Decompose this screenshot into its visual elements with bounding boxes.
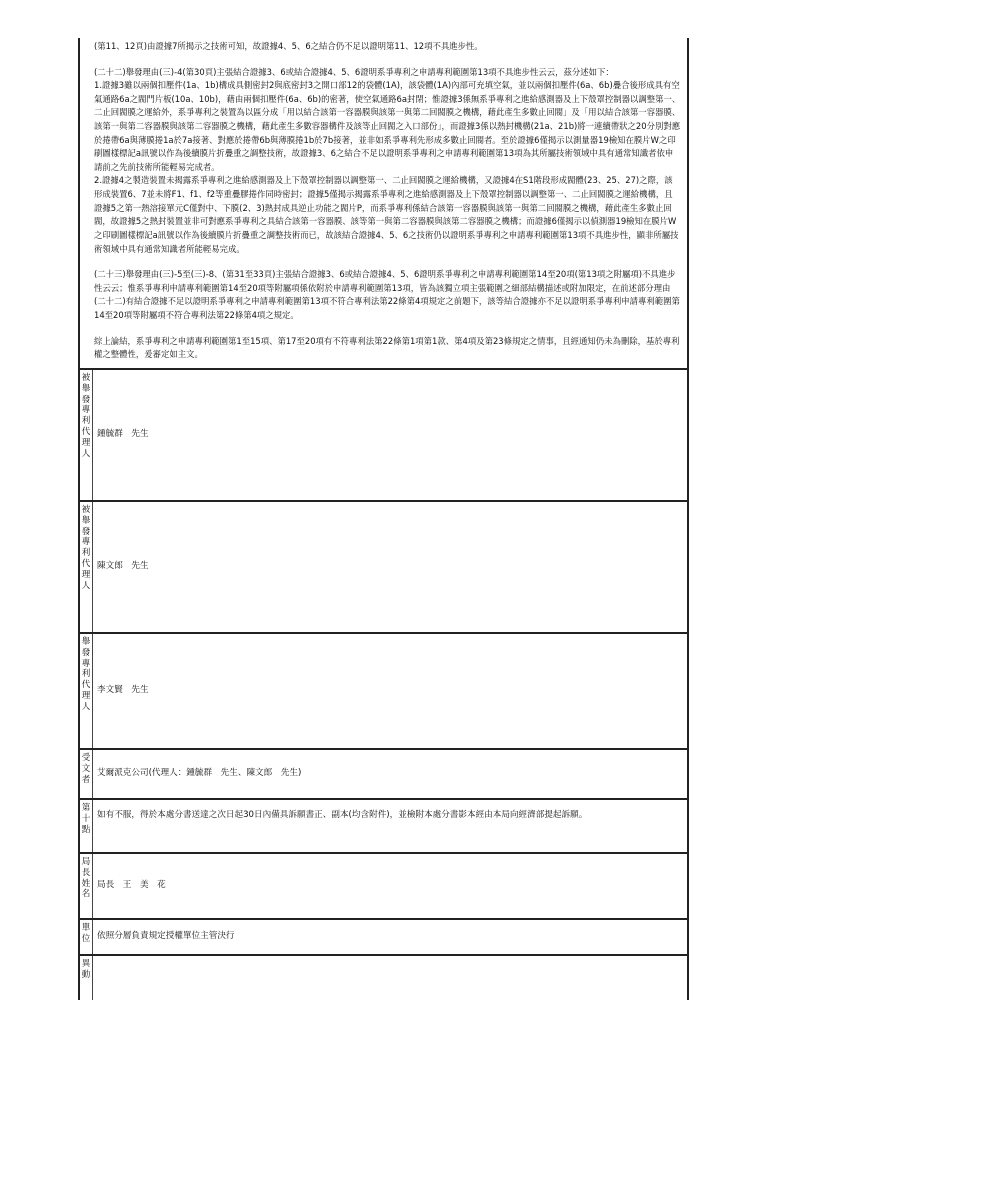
label-char: 者 — [81, 774, 91, 785]
paragraph: (二十二)舉發理由(三)-4(第30頁)主張結合證據3、6或結合證據4、5、6證明系爭專利之申請專利範圍第13項不具進步性云云，茲分述如下： — [94, 66, 614, 77]
label-char: 代 — [81, 559, 91, 570]
table-row — [80, 368, 687, 500]
decision-document — [78, 38, 689, 1000]
label-char: 位 — [81, 933, 91, 944]
label-char: 動 — [81, 969, 91, 980]
label-char: 利 — [81, 548, 91, 559]
paragraph: 綜上論結，系爭專利之申請專利範圍第1至15項、第17至20項有不符專利法第22條第1項第1款、第4項及第23條規定之情事，且經通知仍未為刪除，基於專利權之整體性，爰審定如主文。 — [94, 335, 680, 360]
label-char: 人 — [81, 580, 91, 591]
table-row — [80, 954, 687, 1000]
label-char: 局 — [81, 856, 91, 867]
table-row — [80, 852, 687, 918]
label-char: 姓 — [81, 878, 91, 889]
label-char: 異 — [81, 958, 91, 969]
row-label — [80, 634, 93, 748]
label-char: 舉 — [81, 515, 91, 526]
row-value: 依照分層負責規定授權單位主管決行 — [97, 931, 235, 942]
row-value: 陳文郎 先生 — [97, 561, 149, 572]
label-char: 名 — [81, 889, 91, 900]
row-label — [80, 502, 93, 632]
label-char: 人 — [81, 702, 91, 713]
table-row — [80, 632, 687, 748]
label-char: 理 — [81, 438, 91, 449]
label-char: 人 — [81, 448, 91, 459]
label-char: 第 — [81, 802, 91, 813]
label-char: 受 — [81, 752, 91, 763]
row-value: 如有不服，得於本處分書送達之次日起30日內備具訴願書正、副本(均含附件)，並檢附本處分書影本經由本局向經濟部提起訴願。 — [97, 809, 588, 820]
label-char: 代 — [81, 680, 91, 691]
table-row — [80, 500, 687, 632]
label-char: 專 — [81, 658, 91, 669]
label-char: 代 — [81, 427, 91, 438]
label-char: 發 — [81, 394, 91, 405]
row-value — [93, 956, 687, 1000]
table-row — [80, 748, 687, 798]
table-row — [80, 798, 687, 852]
label-char: 被 — [81, 504, 91, 515]
row-label — [80, 370, 93, 500]
label-char: 舉 — [81, 383, 91, 394]
row-value: 鍾毓群 先生 — [97, 429, 149, 440]
label-char: 點 — [81, 824, 91, 835]
label-char: 發 — [81, 647, 91, 658]
row-label — [80, 920, 93, 954]
row-value: 艾爾派克公司(代理人：鍾毓群 先生、陳文郎 先生) — [97, 768, 302, 779]
row-label — [80, 956, 93, 1000]
label-char: 專 — [81, 537, 91, 548]
label-char: 利 — [81, 669, 91, 680]
row-value: 局長 王 美 花 — [97, 880, 166, 891]
paragraph: (二十三)舉發理由(三)-5至(三)-8、(第31至33頁)主張結合證據3、6或結合證據4、5、6證明系爭專利之申請專利範圍第14至20項(第13項之附屬項)不具進步性云云；惟系爭專利申請專利範圍第14至20項等附屬項係依附於申請專利範圍第13項，皆為該獨立項主張範圍之細部結構描述或附加限定，在前述部分理由(二十二)有結合證據不足以證明系爭專利之申請專利範圍第13項不符合專利法第22條第4項規定之前題下，該等結合證據亦不足以證明系爭專利申請專利範圍第14至20項等附屬項不符合專利法第22條第4項之規定。 — [94, 269, 680, 320]
label-char: 被 — [81, 372, 91, 383]
label-char: 長 — [81, 867, 91, 878]
label-char: 十 — [81, 813, 91, 824]
row-label — [80, 800, 93, 852]
label-char: 利 — [81, 416, 91, 427]
paragraph: 1.證據3雖以兩個扣壓件(1a、1b)構成具側密封2與底密封3之開口部12的袋體(1A)，該袋體(1A)內部可充填空氣，並以兩個扣壓件(6a、6b)疊合後形成具有空氣通路6a之閥門片板(10a、10b)，藉由兩個扣壓件(6a、6b)的密著，使空氣通路6a封閉；惟證據3係無系爭專利之進給感測器及上下殼罩控制器以調整第一、二止回閥膜之運給外，系爭專利之裝置為以區分成「用以結合該第一容器膜與該第一與第二回閥膜之機構，藉此產生多數止回閥」及「用以結合該第一容器膜、該第一與第二容器膜與該第二容器膜之機構，藉此產生多數容器構件及該等止回閥之入口部份」，而證據3係以熱封機構(21a、21b)將一連續帶狀之20分別對應於捲帶6a與薄膜捲1a於7a接著、對應於捲帶6b與薄膜捲1b於7b接著，並非如系爭專利先形成多數止回閥者。至於證據6僅揭示以測量器19檢知在膜片W之印刷圖樣標記a訊號以作為後續膜片折疊重之調整技術，故證據3、6之結合不足以證明系爭專利之申請專利範圍第13項為其所屬技術領域中具有通常知識者依申請前之先前技術所能輕易完成者。 — [94, 80, 681, 172]
row-value: 李文賢 先生 — [97, 685, 149, 696]
label-char: 文 — [81, 763, 91, 774]
label-char: 舉 — [81, 636, 91, 647]
table-row — [80, 918, 687, 954]
label-char: 單 — [81, 922, 91, 933]
label-char: 理 — [81, 691, 91, 702]
label-char: 發 — [81, 526, 91, 537]
label-char: 專 — [81, 405, 91, 416]
paragraph: 2.證據4之製造裝置未揭露系爭專利之進給感測器及上下殼罩控制器以調整第一、二止回閥膜之運給機構，又證據4在S1階段形成閥體(23、25、27)之際，該形成裝置6、7並未將F1、f1、f2等重疊膠捲作同時密封；證據5僅揭示揭露系爭專利之進給感測器及上下殼罩控制器以調整第一、二止回閥膜之運給機構，且證據5之第一熱溶接單元C僅對中、下膜(2、3)熱封成具逆止功能之閥片P，而系爭專利係結合該第一容器膜與該第一與第二回閥膜之機構，藉此產生多數止回閥，故證據5之熱封裝置並非可對應系爭專利之具結合該第一容器膜、該等第一與第二容器膜與該第二容器膜之機構；而證據6僅揭示以偵測器19檢知在膜片W之印刷圖樣標記a訊號以作為後續膜片折疊重之調整技術而已，故該結合證據4、5、6之技術仍以證明系爭專利之申請專利範圍第13項不具進步性，顯非所屬技術領域中具有通常知識者所能輕易完成。 — [94, 175, 679, 254]
reasoning-cell — [80, 38, 687, 368]
row-label — [80, 854, 93, 918]
row-label — [80, 750, 93, 798]
label-char: 理 — [81, 570, 91, 581]
paragraph: (第11、12頁)由證據7所揭示之技術可知，故證據4、5、6之結合仍不足以證明第11、12項不具進步性。 — [94, 41, 483, 51]
